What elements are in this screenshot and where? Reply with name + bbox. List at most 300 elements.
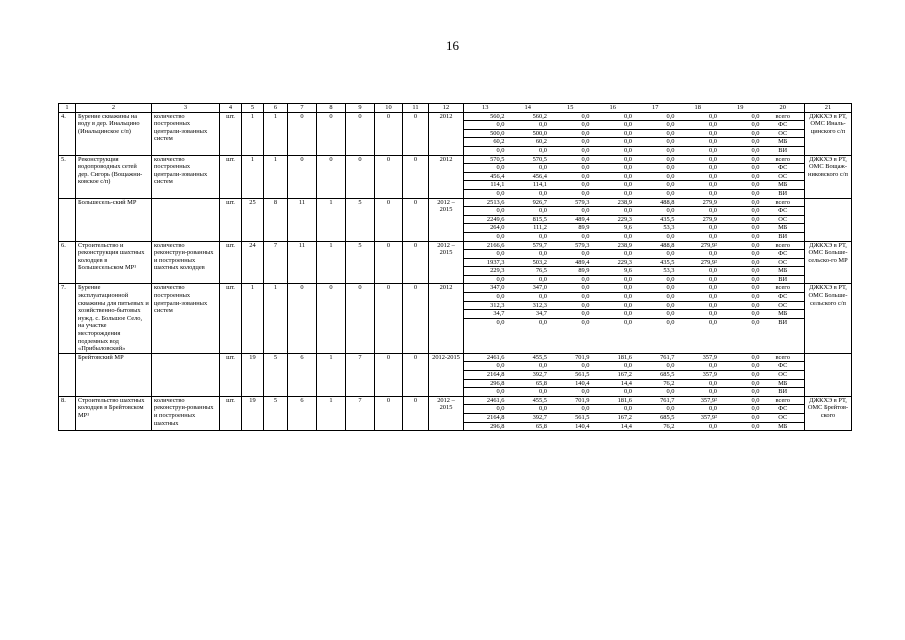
financing-value: 229,3 (592, 215, 635, 224)
financing-value: 0,0 (507, 275, 550, 283)
target-value: 0 (317, 284, 346, 353)
executor: ДЖКХЭ в РТ, ОМС Больше-сельско-го МР (805, 241, 852, 284)
financing-value: 0,0 (677, 405, 720, 414)
source-label: всего (775, 284, 790, 292)
unit: шт. (220, 198, 242, 241)
financing-value: 0,0 (592, 129, 635, 138)
source-label: ОС (762, 371, 805, 380)
financing-value: 312,3 (507, 301, 550, 310)
column-number: 20 (779, 104, 786, 111)
financing-value: 0,0 (507, 250, 550, 259)
financing-value: 53,3 (634, 224, 677, 233)
financing-value: 0,0 (751, 241, 760, 249)
source-label: ФС (762, 362, 805, 371)
financing-row (464, 413, 804, 422)
financing-row (464, 199, 804, 207)
financing-value: 0,0 (751, 396, 760, 404)
target-value: 8 (264, 198, 288, 241)
program-table (58, 103, 852, 431)
financing-value: 0,0 (719, 129, 762, 138)
financing-value: 392,7 (507, 413, 550, 422)
financing-value: 0,0 (581, 112, 590, 120)
column-number: 15 (567, 104, 574, 111)
financing-value: 0,0 (677, 172, 720, 181)
measure-name: Брейтовский МР (76, 353, 152, 396)
financing-value: 456,4 (507, 172, 550, 181)
financing-value: 0,0 (709, 155, 717, 163)
unit: шт. (220, 396, 242, 430)
table-row (59, 353, 852, 396)
financing-value: 264,0 (464, 224, 507, 233)
financing-value: 685,5 (634, 413, 677, 422)
financing-value: 357,9 (677, 371, 720, 380)
executor: ДЖКХЭ в РТ, ОМС Брейтов-ского (805, 396, 852, 430)
financing-value: 0,0 (464, 362, 507, 371)
financing-value: 238,9 (617, 198, 632, 206)
financing-value: 0,0 (719, 121, 762, 130)
column-number: 19 (737, 104, 744, 111)
financing-value: 0,0 (666, 284, 675, 292)
financing-row (464, 172, 804, 181)
column-number: 7 (288, 104, 317, 113)
financing-value: 0,0 (592, 181, 635, 190)
financing-value: 0,0 (719, 232, 762, 240)
year: 2012 – 2015 (429, 396, 464, 430)
source-label: всего (775, 396, 790, 404)
financing-value: 0,0 (549, 362, 592, 371)
target-value: 0 (403, 198, 429, 241)
financing-value: 435,5 (634, 215, 677, 224)
financing-value: 579,3 (575, 198, 590, 206)
financing-value: 0,0 (464, 275, 507, 283)
row-number: 5. (59, 155, 76, 198)
indicator (152, 198, 220, 241)
year: 2012 – 2015 (429, 198, 464, 241)
financing-value: 0,0 (549, 275, 592, 283)
financing-header (464, 104, 805, 113)
measure-name: Реконструкция водопроводных сетей дер. Сигорь (Вощажни-ковское с/п) (76, 155, 152, 198)
financing-value: 0,0 (464, 318, 507, 326)
financing-value: 455,5 (532, 396, 547, 404)
column-number: 11 (403, 104, 429, 113)
financing-value: 0,0 (751, 353, 760, 361)
financing-value: 114,1 (464, 181, 507, 190)
financing-value: 0,0 (666, 112, 675, 120)
financing-value: 0,0 (677, 121, 720, 130)
table-row (59, 112, 852, 155)
financing-value: 0,0 (666, 155, 675, 163)
financing-value: 0,0 (549, 405, 592, 414)
financing-value: 0,0 (549, 250, 592, 259)
financing-value: 229,3 (592, 258, 635, 267)
table-row (59, 155, 852, 198)
financing-value: 0,0 (549, 164, 592, 173)
executor: ДЖКХЭ в РТ, ОМС Вощаж-никовского с/п (805, 155, 852, 198)
source-label: ОС (762, 172, 805, 181)
financing-row (464, 121, 804, 130)
financing-value: 0,0 (634, 121, 677, 130)
row-number: 6. (59, 241, 76, 284)
financing-value: 0,0 (751, 284, 760, 292)
financing-value: 0,0 (634, 146, 677, 154)
financing-value: 0,0 (634, 138, 677, 147)
source-label: ФС (762, 405, 805, 414)
financing-block (464, 353, 805, 396)
column-number: 16 (609, 104, 616, 111)
financing-row (464, 354, 804, 362)
financing-value: 296,8 (464, 422, 507, 430)
financing-value: 89,9 (549, 267, 592, 276)
financing-value: 0,0 (549, 232, 592, 240)
financing-value: 561,5 (549, 371, 592, 380)
financing-row (464, 301, 804, 310)
target-value: 0 (375, 112, 403, 155)
source-label: МБ (762, 267, 805, 276)
financing-value: 0,0 (719, 172, 762, 181)
source-label: МБ (762, 138, 805, 147)
financing-value: 0,0 (677, 275, 720, 283)
financing-value: 181,6 (617, 353, 632, 361)
financing-value: 0,0 (549, 146, 592, 154)
unit: шт. (220, 241, 242, 284)
source-label: всего (775, 155, 790, 163)
financing-value: 279,9² (677, 258, 720, 267)
column-number: 3 (152, 104, 220, 113)
financing-row (464, 156, 804, 164)
financing-row (464, 284, 804, 292)
unit: шт. (220, 155, 242, 198)
target-value: 0 (375, 284, 403, 353)
financing-value: 89,9 (549, 224, 592, 233)
target-value: 11 (288, 241, 317, 284)
financing-value: 2461,6 (486, 353, 505, 361)
financing-value: 0,0 (592, 293, 635, 302)
column-number: 21 (805, 104, 852, 113)
financing-value: 0,0 (592, 388, 635, 396)
financing-value: 0,0 (634, 293, 677, 302)
target-value: 1 (242, 284, 264, 353)
financing-value: 347,0 (532, 284, 547, 292)
target-value: 5 (346, 198, 375, 241)
target-value: 24 (242, 241, 264, 284)
target-value: 0 (375, 241, 403, 284)
year: 2012 – 2015 (429, 241, 464, 284)
column-number: 5 (242, 104, 264, 113)
financing-row (464, 310, 804, 319)
column-number: 9 (346, 104, 375, 113)
financing-block (464, 284, 805, 353)
target-value: 5 (264, 396, 288, 430)
financing-value: 140,4 (549, 379, 592, 388)
target-value: 6 (288, 353, 317, 396)
executor: ДЖКХЭ в РТ, ОМС Иналь-цинского с/п (805, 112, 852, 155)
financing-value: 0,0 (634, 172, 677, 181)
financing-value: 312,3 (464, 301, 507, 310)
target-value: 7 (346, 353, 375, 396)
row-number: 4. (59, 112, 76, 155)
financing-value: 0,0 (719, 293, 762, 302)
target-value: 5 (346, 241, 375, 284)
financing-value: 2461,6 (486, 396, 505, 404)
financing-row (464, 388, 804, 396)
financing-value: 0,0 (719, 164, 762, 173)
financing-value: 279,9² (700, 241, 717, 249)
financing-value: 0,0 (549, 310, 592, 319)
source-label: ФС (762, 250, 805, 259)
financing-value: 0,0 (719, 413, 762, 422)
column-number: 12 (429, 104, 464, 113)
financing-value: 0,0 (677, 224, 720, 233)
target-value: 11 (288, 198, 317, 241)
financing-value: 488,8 (660, 241, 675, 249)
financing-value: 0,0 (592, 301, 635, 310)
financing-value: 0,0 (507, 232, 550, 240)
target-value: 0 (403, 353, 429, 396)
financing-value: 181,6 (617, 396, 632, 404)
financing-value: 0,0 (507, 405, 550, 414)
financing-value: 76,5 (507, 267, 550, 276)
financing-value: 503,2 (507, 258, 550, 267)
financing-row (464, 397, 804, 405)
financing-row (464, 113, 804, 121)
financing-value: 0,0 (634, 129, 677, 138)
target-value: 19 (242, 396, 264, 430)
financing-value: 761,7 (660, 396, 675, 404)
financing-value: 0,0 (677, 232, 720, 240)
financing-value: 0,0 (507, 318, 550, 326)
financing-value: 14,4 (592, 422, 635, 430)
financing-value: 0,0 (592, 207, 635, 216)
financing-value: 0,0 (464, 146, 507, 154)
financing-row (464, 138, 804, 147)
executor (805, 198, 852, 241)
target-value: 0 (317, 155, 346, 198)
financing-value: 0,0 (634, 301, 677, 310)
financing-value: 0,0 (624, 284, 632, 292)
target-value: 1 (264, 155, 288, 198)
financing-value: 0,0 (719, 405, 762, 414)
target-value: 0 (288, 155, 317, 198)
financing-value: 0,0 (549, 181, 592, 190)
financing-value: 0,0 (592, 172, 635, 181)
target-value: 0 (346, 284, 375, 353)
financing-value: 0,0 (677, 146, 720, 154)
financing-row (464, 318, 804, 326)
financing-row (464, 250, 804, 259)
column-number: 4 (220, 104, 242, 113)
financing-value: 0,0 (507, 388, 550, 396)
financing-row (464, 293, 804, 302)
source-label: ОС (762, 301, 805, 310)
financing-value: 500,0 (464, 129, 507, 138)
indicator: количество построенных централи-зованных систем (152, 112, 220, 155)
source-label: всего (775, 198, 790, 206)
column-number: 13 (482, 104, 489, 111)
financing-value: 570,5 (532, 155, 547, 163)
financing-value: 0,0 (677, 250, 720, 259)
financing-value: 500,0 (507, 129, 550, 138)
financing-row (464, 129, 804, 138)
financing-block (464, 198, 805, 241)
financing-value: 357,9² (700, 396, 717, 404)
column-number: 10 (375, 104, 403, 113)
source-label: ВИ (762, 189, 805, 197)
financing-value: 489,4 (549, 215, 592, 224)
target-value: 1 (264, 112, 288, 155)
executor: ДЖКХЭ в РТ, ОМС Больше-сельского с/п (805, 284, 852, 353)
financing-value: 0,0 (592, 362, 635, 371)
column-number: 6 (264, 104, 288, 113)
financing-value: 0,0 (507, 164, 550, 173)
target-value: 0 (403, 112, 429, 155)
financing-row (464, 258, 804, 267)
source-label: ВИ (762, 318, 805, 326)
target-value: 0 (375, 155, 403, 198)
financing-block (464, 396, 805, 430)
source-label: всего (775, 353, 790, 361)
source-label: ФС (762, 164, 805, 173)
row-number (59, 353, 76, 396)
financing-value: 140,4 (549, 422, 592, 430)
financing-value: 0,0 (624, 112, 632, 120)
financing-value: 0,0 (677, 189, 720, 197)
financing-value: 0,0 (751, 112, 760, 120)
financing-value: 0,0 (549, 189, 592, 197)
financing-value: 815,5 (507, 215, 550, 224)
indicator: количество построенных централи-зованных систем (152, 284, 220, 353)
financing-value: 238,9 (617, 241, 632, 249)
financing-value: 0,0 (464, 250, 507, 259)
table-row (59, 241, 852, 284)
financing-row (464, 405, 804, 414)
financing-value: 2164,8 (464, 371, 507, 380)
financing-value: 0,0 (634, 388, 677, 396)
source-label: ОС (762, 258, 805, 267)
financing-value: 0,0 (634, 362, 677, 371)
financing-value: 9,6 (592, 224, 635, 233)
source-label: всего (775, 112, 790, 120)
financing-row (464, 275, 804, 283)
financing-value: 701,9 (575, 396, 590, 404)
financing-value: 53,3 (634, 267, 677, 276)
financing-value: 0,0 (677, 362, 720, 371)
column-number: 18 (694, 104, 701, 111)
financing-value: 111,2 (507, 224, 550, 233)
financing-value: 34,7 (507, 310, 550, 319)
financing-value: 2164,8 (464, 413, 507, 422)
financing-value: 0,0 (719, 371, 762, 380)
financing-value: 0,0 (592, 310, 635, 319)
financing-value: 560,2 (532, 112, 547, 120)
table-row (59, 198, 852, 241)
financing-value: 0,0 (634, 310, 677, 319)
financing-value: 0,0 (507, 189, 550, 197)
financing-value: 761,7 (660, 353, 675, 361)
financing-value: 0,0 (464, 207, 507, 216)
target-value: 0 (403, 241, 429, 284)
financing-value: 0,0 (634, 232, 677, 240)
target-value: 19 (242, 353, 264, 396)
financing-value: 0,0 (719, 146, 762, 154)
financing-value: 561,5 (549, 413, 592, 422)
financing-value: 0,0 (634, 275, 677, 283)
target-value: 0 (403, 396, 429, 430)
target-value: 7 (346, 396, 375, 430)
financing-value: 114,1 (507, 181, 550, 190)
source-label: ФС (762, 207, 805, 216)
source-label: МБ (762, 310, 805, 319)
financing-value: 1937,3 (464, 258, 507, 267)
financing-value: 0,0 (549, 207, 592, 216)
financing-value: 0,0 (719, 388, 762, 396)
target-value: 0 (375, 396, 403, 430)
source-label: ВИ (762, 232, 805, 240)
financing-value: 0,0 (592, 250, 635, 259)
financing-value: 167,2 (592, 371, 635, 380)
unit: шт. (220, 112, 242, 155)
financing-value: 579,3 (575, 241, 590, 249)
financing-value: 0,0 (581, 155, 590, 163)
row-number: 7. (59, 284, 76, 353)
indicator: количество построенных централи-зованных систем (152, 155, 220, 198)
financing-value: 0,0 (549, 301, 592, 310)
financing-value: 0,0 (549, 388, 592, 396)
financing-value: 0,0 (719, 138, 762, 147)
indicator: количество реконструи-рованных и построенных шахтных (152, 396, 220, 430)
year: 2012-2015 (429, 353, 464, 396)
financing-value: 296,8 (464, 379, 507, 388)
source-label: всего (775, 241, 790, 249)
column-number: 2 (76, 104, 152, 113)
financing-value: 0,0 (719, 422, 762, 430)
measure-name: Бурение эксплуатационной скважины для питьевых и хозяйственно-бытовых нужд. с. Большое Село, на участке месторождения подземных вод «Прибыловский» (76, 284, 152, 353)
column-number: 14 (524, 104, 531, 111)
financing-row (464, 215, 804, 224)
financing-value: 0,0 (677, 301, 720, 310)
financing-block (464, 155, 805, 198)
financing-value: 0,0 (549, 129, 592, 138)
financing-value: 2166,6 (486, 241, 505, 249)
financing-row (464, 371, 804, 380)
target-value: 7 (264, 241, 288, 284)
column-number: 8 (317, 104, 346, 113)
financing-value: 357,9 (702, 353, 717, 361)
financing-value: 0,0 (677, 129, 720, 138)
source-label: МБ (762, 181, 805, 190)
financing-row (464, 422, 804, 430)
financing-value: 488,8 (660, 198, 675, 206)
financing-value: 0,0 (592, 405, 635, 414)
row-number: 8. (59, 396, 76, 430)
financing-value: 455,5 (532, 353, 547, 361)
financing-value: 0,0 (507, 362, 550, 371)
financing-row (464, 207, 804, 216)
financing-value: 0,0 (464, 164, 507, 173)
header-row (59, 104, 852, 113)
financing-value: 0,0 (592, 232, 635, 240)
table-row (59, 396, 852, 430)
financing-value: 0,0 (709, 112, 717, 120)
financing-value: 279,9 (702, 198, 717, 206)
measure-name: Строительство и реконструкция шахтных колодцев в Большесельском МР¹ (76, 241, 152, 284)
financing-value: 0,0 (719, 224, 762, 233)
target-value: 0 (375, 198, 403, 241)
year: 2012 (429, 284, 464, 353)
source-label: ФС (762, 121, 805, 130)
financing-value: 0,0 (719, 207, 762, 216)
source-label: ФС (762, 293, 805, 302)
financing-row (464, 232, 804, 240)
